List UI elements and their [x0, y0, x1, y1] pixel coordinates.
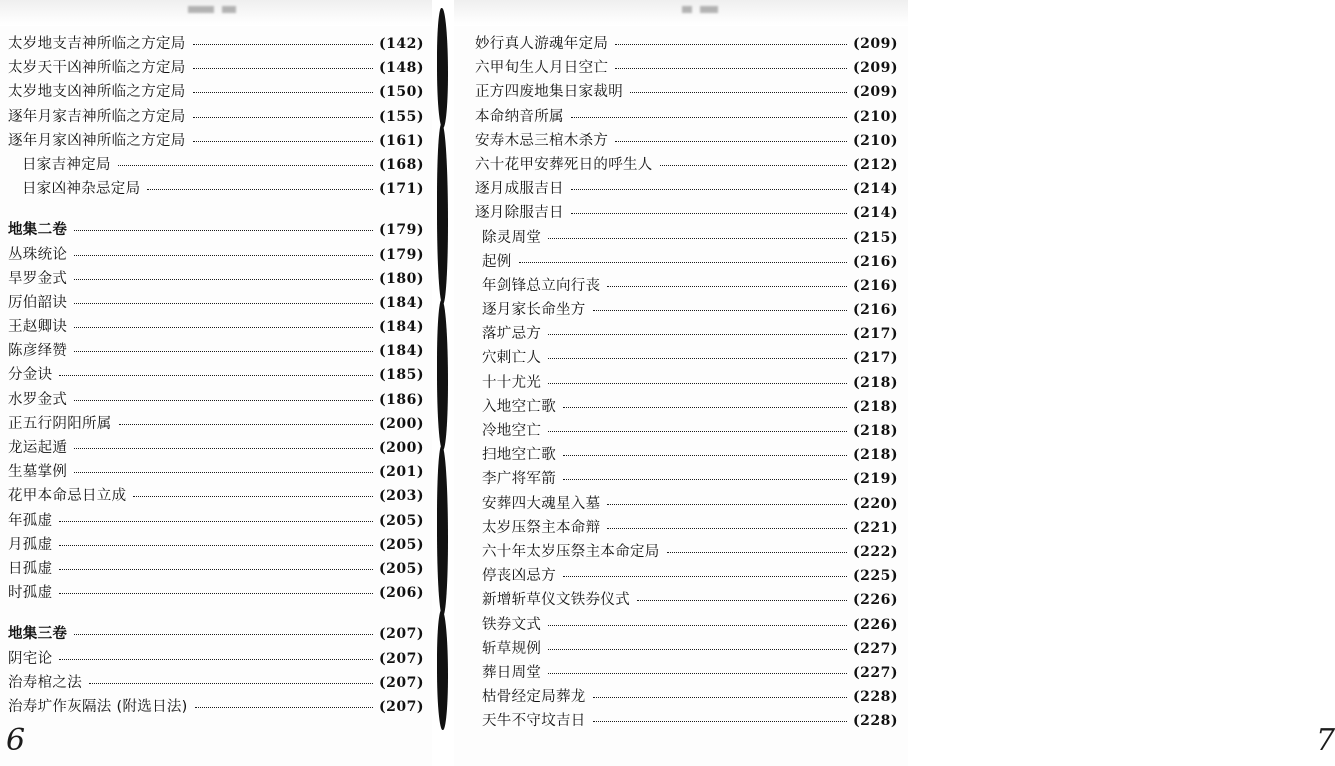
toc-entry-page-number: (179) — [379, 222, 424, 239]
toc-entry — [8, 32, 424, 56]
toc-entry-page-number: (148) — [379, 60, 424, 77]
toc-entry — [8, 177, 424, 201]
toc-entry — [8, 339, 424, 363]
toc-dot-leader — [133, 496, 373, 497]
toc-entry-page-number: (214) — [853, 181, 898, 198]
toc-entry — [468, 298, 898, 322]
toc-entry-page-number: (214) — [853, 205, 898, 222]
toc-entry — [468, 395, 898, 419]
toc-entry-page-number: (150) — [379, 84, 424, 101]
toc-entry — [8, 80, 424, 104]
toc-entry — [8, 436, 424, 460]
toc-dot-leader — [571, 117, 847, 118]
toc-dot-leader — [119, 424, 373, 425]
toc-entry-page-number: (201) — [379, 464, 424, 481]
toc-entry-label: 治寿棺之法 — [8, 674, 82, 691]
toc-dot-leader — [548, 238, 847, 239]
toc-dot-leader — [195, 707, 373, 708]
toc-entry-label: 旱罗金式 — [8, 270, 68, 287]
toc-dot-leader — [548, 431, 847, 432]
toc-entry-label: 安寿木忌三棺木杀方 — [475, 132, 609, 149]
toc-entry-label: 斩草规例 — [482, 640, 542, 657]
toc-entry — [468, 371, 898, 395]
toc-entry-label: 冷地空亡 — [482, 423, 542, 439]
toc-entry-page-number: (228) — [853, 689, 898, 706]
toc-entry-page-number: (216) — [853, 277, 898, 294]
toc-entry — [468, 201, 898, 225]
toc-entry-page-number: (222) — [853, 543, 898, 560]
toc-entry — [8, 647, 424, 671]
toc-dot-leader — [74, 255, 373, 256]
toc-dot-leader — [548, 625, 847, 626]
toc-entry — [8, 129, 424, 153]
toc-entry-page-number: (215) — [853, 229, 898, 246]
toc-entry-label: 葬日周堂 — [482, 664, 542, 681]
toc-entry-page-number: (200) — [379, 440, 424, 456]
toc-entry-page-number: (220) — [853, 495, 898, 512]
toc-entry — [8, 509, 424, 533]
toc-entry — [468, 613, 898, 637]
toc-entry-label: 日家吉神定局 — [22, 156, 111, 173]
toc-entry-page-number: (218) — [853, 398, 898, 415]
toc-entry — [8, 622, 424, 646]
toc-entry — [8, 291, 424, 315]
toc-entry-page-number: (219) — [853, 471, 898, 488]
toc-entry — [8, 484, 424, 508]
toc-entry-label: 新增斩草仪文铁券仪式 — [482, 592, 630, 609]
toc-entry-label: 扫地空亡歌 — [482, 447, 556, 464]
toc-entry-label: 太岁天干凶神所临之方定局 — [8, 60, 186, 77]
toc-entry — [8, 153, 424, 177]
toc-entry — [468, 709, 898, 733]
toc-dot-leader — [59, 521, 373, 522]
toc-entry-label: 月孤虚 — [8, 536, 53, 553]
toc-entry-label: 十十尤光 — [482, 374, 542, 391]
book-gutter-shadow — [432, 0, 454, 766]
toc-dot-leader — [615, 44, 847, 45]
left-page — [0, 0, 432, 766]
toc-dot-leader — [193, 44, 373, 45]
toc-dot-leader — [667, 552, 847, 553]
toc-entry — [468, 250, 898, 274]
toc-dot-leader — [637, 600, 847, 601]
toc-dot-leader — [74, 351, 373, 352]
toc-entry-page-number: (209) — [853, 36, 898, 52]
toc-entry-label: 逐年月家吉神所临之方定局 — [8, 108, 186, 125]
toc-entry — [468, 516, 898, 540]
toc-entry-page-number: (180) — [379, 270, 424, 287]
toc-list-right — [454, 32, 898, 733]
toc-entry-label: 太岁压祭主本命辩 — [482, 519, 601, 536]
toc-dot-leader — [571, 213, 847, 214]
gutter-ink-blot — [437, 610, 448, 730]
toc-entry-page-number: (184) — [379, 294, 424, 311]
toc-entry — [468, 467, 898, 491]
toc-entry-page-number: (218) — [853, 423, 898, 439]
toc-entry-label: 李广将军箭 — [482, 471, 556, 488]
toc-entry-page-number: (227) — [853, 640, 898, 657]
toc-entry-label: 安葬四大魂星入墓 — [482, 495, 601, 512]
toc-entry-page-number: (216) — [853, 253, 898, 270]
toc-dot-leader — [519, 262, 847, 263]
toc-entry-page-number: (205) — [379, 560, 424, 577]
toc-entry-label: 龙运起遁 — [8, 440, 68, 456]
toc-dot-leader — [59, 545, 373, 546]
toc-dot-leader — [74, 634, 373, 635]
toc-entry-label: 正方四废地集日家裁明 — [475, 84, 623, 101]
toc-entry-page-number: (218) — [853, 374, 898, 391]
toc-entry — [8, 56, 424, 80]
toc-dot-leader — [630, 92, 847, 93]
toc-entry-label: 停丧凶忌方 — [482, 568, 556, 585]
toc-entry-page-number: (185) — [379, 367, 424, 384]
toc-dot-leader — [74, 472, 373, 473]
gutter-ink-blot — [437, 124, 448, 304]
toc-entry-label: 丛珠统论 — [8, 246, 68, 263]
toc-dot-leader — [59, 375, 373, 376]
toc-entry-page-number: (184) — [379, 319, 424, 336]
toc-entry — [8, 105, 424, 129]
toc-dot-leader — [563, 576, 847, 577]
toc-entry-label: 治寿圹作灰隔法 (附选日法) — [8, 698, 188, 715]
toc-entry-page-number: (210) — [853, 108, 898, 125]
toc-entry-label: 逐年月家凶神所临之方定局 — [8, 132, 186, 149]
toc-dot-leader — [593, 310, 847, 311]
toc-entry-label: 年剑锋总立向行丧 — [482, 277, 601, 294]
toc-dot-leader — [193, 117, 373, 118]
toc-entry-page-number: (206) — [379, 585, 424, 602]
toc-entry — [468, 346, 898, 370]
toc-entry-label: 日家凶神杂忌定局 — [22, 181, 141, 198]
toc-entry-label: 本命纳音所属 — [475, 108, 564, 125]
toc-entry — [468, 322, 898, 346]
toc-entry — [8, 695, 424, 719]
toc-entry-label: 逐月除服吉日 — [475, 205, 564, 222]
toc-entry — [468, 492, 898, 516]
toc-entry-label: 天牛不守坟吉日 — [482, 713, 586, 730]
toc-dot-leader — [193, 68, 373, 69]
toc-dot-leader — [89, 683, 373, 684]
toc-entry-page-number: (142) — [379, 36, 424, 52]
toc-entry-page-number: (210) — [853, 132, 898, 149]
toc-entry-page-number: (217) — [853, 326, 898, 343]
toc-entry — [8, 460, 424, 484]
toc-entry-label: 起例 — [482, 253, 512, 270]
toc-entry-label: 六十花甲安葬死日的呼生人 — [475, 156, 653, 173]
toc-entry-label: 太岁地支吉神所临之方定局 — [8, 36, 186, 52]
toc-entry-label: 落圹忌方 — [482, 326, 542, 343]
toc-dot-leader — [563, 407, 847, 408]
toc-entry — [468, 540, 898, 564]
toc-entry-page-number: (155) — [379, 108, 424, 125]
toc-entry-label: 厉伯韶诀 — [8, 294, 68, 311]
toc-entry-label: 入地空亡歌 — [482, 398, 556, 415]
toc-dot-leader — [615, 141, 847, 142]
toc-entry — [8, 412, 424, 436]
toc-entry — [8, 218, 424, 242]
toc-entry-label: 陈彦绎赞 — [8, 343, 68, 360]
toc-dot-leader — [193, 92, 373, 93]
toc-entry-page-number: (186) — [379, 391, 424, 408]
toc-entry — [468, 153, 898, 177]
toc-entry — [468, 419, 898, 443]
toc-dot-leader — [548, 673, 847, 674]
toc-entry — [468, 105, 898, 129]
toc-entry — [468, 637, 898, 661]
right-page — [454, 0, 1335, 766]
toc-entry-page-number: (205) — [379, 536, 424, 553]
gutter-ink-blot — [437, 446, 448, 616]
toc-entry-page-number: (171) — [379, 181, 424, 198]
toc-entry — [8, 557, 424, 581]
gutter-ink-blot — [437, 300, 448, 450]
toc-dot-leader — [607, 504, 847, 505]
toc-entry-page-number: (227) — [853, 664, 898, 681]
toc-dot-leader — [548, 383, 847, 384]
toc-entry-page-number: (207) — [379, 650, 424, 667]
page-number-left: 6 — [6, 723, 26, 758]
toc-entry — [468, 661, 898, 685]
toc-entry-label: 地集三卷 — [8, 626, 68, 643]
toc-entry-label: 太岁地支凶神所临之方定局 — [8, 84, 186, 101]
toc-entry-page-number: (203) — [379, 488, 424, 505]
toc-entry-label: 六甲旬生人月日空亡 — [475, 60, 609, 77]
toc-entry-page-number: (216) — [853, 302, 898, 319]
toc-entry — [8, 363, 424, 387]
toc-entry-page-number: (209) — [853, 84, 898, 101]
toc-entry — [468, 56, 898, 80]
toc-entry — [8, 267, 424, 291]
toc-entry — [468, 80, 898, 104]
toc-entry — [8, 581, 424, 605]
toc-entry-page-number: (207) — [379, 626, 424, 643]
toc-dot-leader — [74, 230, 373, 231]
toc-entry — [468, 274, 898, 298]
toc-dot-leader — [118, 165, 373, 166]
toc-list-left — [0, 32, 424, 719]
toc-dot-leader — [74, 327, 373, 328]
toc-dot-leader — [563, 455, 847, 456]
toc-dot-leader — [74, 448, 373, 449]
toc-entry-page-number: (168) — [379, 156, 424, 173]
toc-entry-page-number: (221) — [853, 519, 898, 536]
toc-dot-leader — [660, 165, 847, 166]
toc-entry — [468, 226, 898, 250]
toc-entry-page-number: (226) — [853, 592, 898, 609]
page-number-right: 7 — [1316, 723, 1335, 758]
toc-dot-leader — [548, 649, 847, 650]
toc-dot-leader — [74, 400, 373, 401]
toc-entry-label: 生墓掌例 — [8, 464, 68, 481]
toc-dot-leader — [593, 721, 847, 722]
toc-dot-leader — [607, 286, 847, 287]
gutter-ink-blot — [437, 8, 448, 128]
toc-entry-label: 正五行阴阳所属 — [8, 415, 112, 432]
toc-dot-leader — [548, 334, 847, 335]
toc-entry-page-number: (161) — [379, 132, 424, 149]
toc-dot-leader — [59, 569, 373, 570]
toc-dot-leader — [615, 68, 847, 69]
toc-entry-page-number: (184) — [379, 343, 424, 360]
toc-entry-label: 铁券文式 — [482, 616, 542, 633]
toc-dot-leader — [563, 479, 847, 480]
toc-dot-leader — [74, 303, 373, 304]
toc-entry-page-number: (179) — [379, 246, 424, 263]
toc-entry — [468, 588, 898, 612]
toc-dot-leader — [74, 279, 373, 280]
toc-dot-leader — [548, 358, 847, 359]
toc-dot-leader — [571, 189, 847, 190]
toc-dot-leader — [59, 659, 373, 660]
toc-entry-label: 除灵周堂 — [482, 229, 542, 246]
toc-entry-page-number: (207) — [379, 674, 424, 691]
toc-dot-leader — [147, 189, 373, 190]
toc-entry-label: 日孤虚 — [8, 560, 53, 577]
toc-dot-leader — [59, 593, 373, 594]
toc-entry — [468, 177, 898, 201]
toc-entry-page-number: (228) — [853, 713, 898, 730]
toc-entry-page-number: (218) — [853, 447, 898, 464]
toc-entry-label: 水罗金式 — [8, 391, 68, 408]
toc-entry — [468, 443, 898, 467]
toc-entry-page-number: (209) — [853, 60, 898, 77]
toc-entry-label: 枯骨经定局葬龙 — [482, 689, 586, 706]
toc-entry-page-number: (212) — [853, 156, 898, 173]
toc-entry-page-number: (217) — [853, 350, 898, 367]
toc-entry — [8, 388, 424, 412]
toc-entry-label: 年孤虚 — [8, 512, 53, 529]
toc-entry-page-number: (226) — [853, 616, 898, 633]
toc-dot-leader — [593, 697, 847, 698]
toc-entry-label: 逐月成服吉日 — [475, 181, 564, 198]
toc-entry-label: 妙行真人游魂年定局 — [475, 36, 609, 52]
toc-entry-label: 花甲本命忌日立成 — [8, 488, 127, 505]
toc-entry-label: 六十年太岁压祭主本命定局 — [482, 543, 660, 560]
toc-entry — [468, 564, 898, 588]
toc-entry — [8, 315, 424, 339]
toc-entry-label: 王赵卿诀 — [8, 319, 68, 336]
toc-entry — [8, 671, 424, 695]
toc-entry — [468, 32, 898, 56]
toc-dot-leader — [193, 141, 373, 142]
toc-entry-page-number: (200) — [379, 415, 424, 432]
toc-entry-page-number: (225) — [853, 568, 898, 585]
toc-entry-label: 分金诀 — [8, 367, 53, 384]
toc-entry-page-number: (207) — [379, 698, 424, 715]
toc-entry — [468, 129, 898, 153]
toc-entry — [468, 685, 898, 709]
toc-entry-label: 时孤虚 — [8, 585, 53, 602]
toc-entry-label: 地集二卷 — [8, 222, 68, 239]
toc-entry-page-number: (205) — [379, 512, 424, 529]
toc-entry-label: 逐月家长命坐方 — [482, 302, 586, 319]
toc-entry-label: 穴剌亡人 — [482, 350, 542, 367]
toc-entry — [8, 533, 424, 557]
toc-entry — [8, 243, 424, 267]
toc-entry-label: 阴宅论 — [8, 650, 53, 667]
toc-dot-leader — [607, 528, 847, 529]
